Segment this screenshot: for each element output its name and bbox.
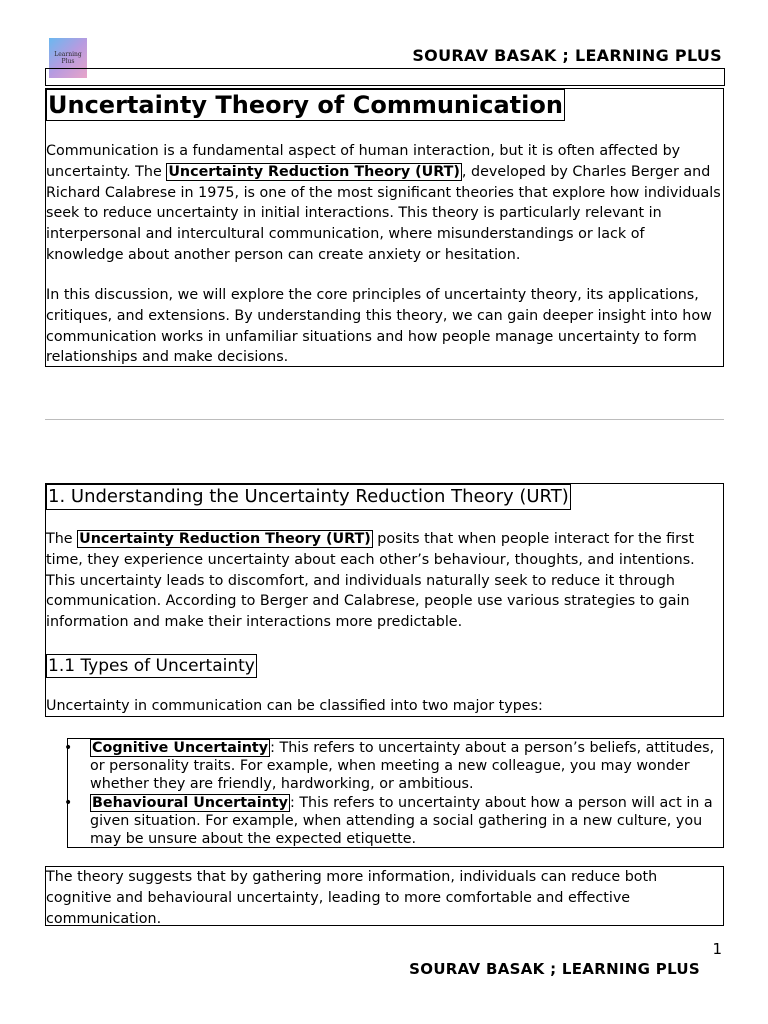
list-item-cognitive <box>64 739 723 794</box>
bullet-icon: • <box>64 740 73 756</box>
urt-term-highlight: Uncertainty Reduction Theory (URT) <box>168 163 460 180</box>
section-1-heading: 1. Understanding the Uncertainty Reduction Theory (URT) <box>46 484 571 510</box>
page-number: 1 <box>712 940 722 958</box>
intro-p1-text-before: Communication is a fundamental aspect of human interaction, but it is often affected by uncertainty. The <box>46 143 681 180</box>
sec1-text-after: posits that when people interact for the first time, they experience uncertainty about each other’s behaviour, thoughts, and intentions. This uncertainty leads to discomfort, and individuals naturally seek to reduce it through communication. According to Berger and Calabrese, people use various strategies to gain information and make their interactions more predictable. <box>46 531 695 631</box>
section-1-1-intro: Uncertainty in communication can be classified into two major types: <box>46 698 543 714</box>
bullet-icon: • <box>64 794 73 811</box>
uncertainty-types-list-box <box>64 738 724 848</box>
summary-paragraph: The theory suggests that by gathering more information, individuals can reduce both cognitive and behavioural uncertainty, leading to more comfortable and effective communication. <box>46 869 658 927</box>
intro-paragraph-1 <box>46 141 723 266</box>
behavioural-uncertainty-term: Behavioural Uncertainty <box>92 794 288 811</box>
logo-text-line1: Learning <box>54 51 82 58</box>
header-rule-box <box>45 68 725 86</box>
section-1 <box>45 483 724 717</box>
intro-p1-text-after: , developed by Charles Berger and Richard Calabrese in 1975, is one of the most significant theories that explore how individuals seek to reduce uncertainty in initial interactions. This theory is particularly relevant in interpersonal and intercultural communication, where misunderstandings or lack of knowledge about another person can create anxiety or hesitation. <box>46 163 721 263</box>
summary-section <box>45 866 724 926</box>
sec1-text-before: The <box>46 531 78 547</box>
behavioural-uncertainty-text: : This refers to uncertainty about how a person will act in a given situation. For example, when attending a social gathering in a new culture, you may be unsure about the expected etiquette. <box>90 794 713 848</box>
list-item-behavioural <box>64 794 723 849</box>
section-divider <box>45 419 724 420</box>
section-1-1-heading: 1.1 Types of Uncertainty <box>48 656 255 676</box>
document-title: Uncertainty Theory of Communication <box>48 91 563 119</box>
uncertainty-types-list <box>64 739 723 848</box>
header-title: SOURAV BASAK ; LEARNING PLUS <box>412 46 722 65</box>
footer-title: SOURAV BASAK ; LEARNING PLUS <box>409 960 700 978</box>
logo-text-line2: Plus <box>61 58 75 65</box>
urt-term-highlight: Uncertainty Reduction Theory (URT) <box>79 531 371 547</box>
intro-paragraph-2: In this discussion, we will explore the core principles of uncertainty theory, its applications, critiques, and extensions. By understanding this theory, we can gain deeper insight into how communication works in unfamiliar situations and how people manage uncertainty to form relationships and make decisions. <box>46 287 712 366</box>
section-1-paragraph <box>46 529 723 633</box>
intro-section <box>45 88 724 367</box>
cognitive-uncertainty-term: Cognitive Uncertainty <box>92 740 269 756</box>
cognitive-uncertainty-text: : This refers to uncertainty about a person’s beliefs, attitudes, or personality traits. For example, when meeting a new colleague, you may wonder whether they are friendly, hardworking, or ambitious. <box>90 740 715 793</box>
